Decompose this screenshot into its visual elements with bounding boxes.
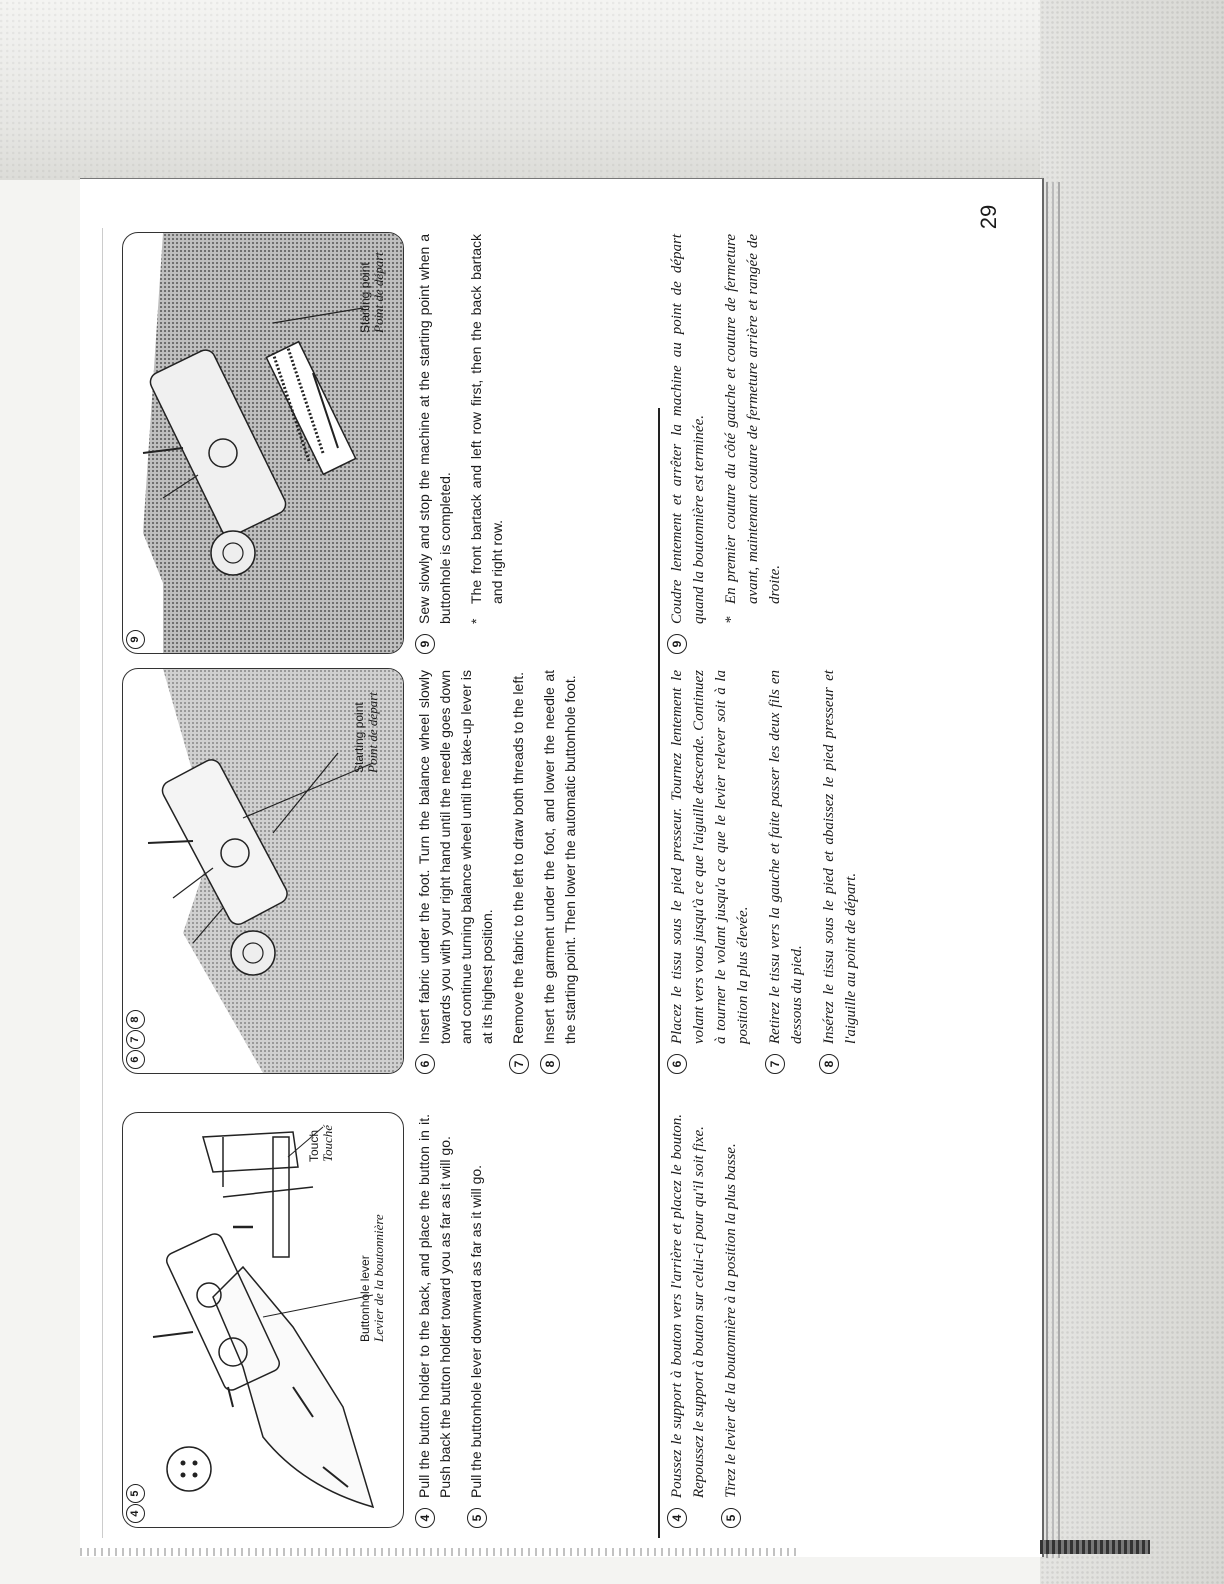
step-number: 4	[667, 1508, 687, 1528]
starting-point-label-fr: Point de départ	[371, 252, 386, 333]
note-text: En premier couture du côté gauche et couture de fermeture avant, maintenant couture de fermeture arrière et rangée de droite.	[723, 234, 783, 604]
step-text: Coudre lentement et arrêter la machine au point de départ quand la boutonnière est terminée.	[669, 234, 707, 624]
steps-english	[414, 1114, 497, 1528]
step-badge: 7	[126, 1030, 145, 1049]
column-steps-6-8	[80, 670, 1040, 1074]
column-steps-4-5	[80, 1114, 1040, 1528]
buttonhole-lever-label-en: Buttonhole lever	[358, 1255, 372, 1342]
page-edge-line	[1058, 182, 1060, 1558]
step-text: Placez le tissu sous le pied presseur. Tournez lentement le volant vers vous jusqu'à ce que l'aiguille descende. Continuez à tourner le volant jusqu'a ce que le levier relever soit à la position la plus élevée.	[669, 670, 751, 1044]
step-item	[764, 670, 808, 1074]
touch-label	[308, 1125, 334, 1162]
illustration-buttonhole-stitch	[122, 232, 404, 654]
asterisk-icon: *	[468, 618, 484, 624]
scan-background-right	[1040, 0, 1224, 1584]
step-item	[414, 234, 456, 654]
step-item	[666, 234, 710, 654]
step-number: 9	[667, 634, 687, 654]
touch-label-fr: Touché	[320, 1124, 335, 1162]
illustration-button-holder	[122, 1112, 404, 1528]
step-item	[414, 670, 498, 1074]
step-number: 8	[819, 1054, 839, 1074]
page-edge-line	[1052, 182, 1054, 1558]
step-badge: 8	[126, 1010, 145, 1029]
step-item	[720, 1114, 742, 1528]
step-text: Sew slowly and stop the machine at the starting point when a buttonhole is completed.	[416, 234, 453, 624]
step-number: 4	[415, 1508, 435, 1528]
step-badge: 6	[126, 1050, 145, 1069]
steps-french	[666, 1114, 752, 1528]
step-note	[466, 234, 508, 654]
step-item	[414, 1114, 456, 1528]
starting-point-label-en: Starting point	[358, 262, 372, 333]
step-number: 8	[540, 1054, 560, 1074]
step-note	[720, 234, 786, 654]
step-number: 6	[415, 1054, 435, 1074]
step-number: 6	[667, 1054, 687, 1074]
step-badge: 5	[126, 1484, 145, 1503]
touch-label-en: Touch	[307, 1129, 321, 1162]
page-number: 29	[976, 204, 1001, 230]
step-item	[818, 670, 862, 1074]
step-text: Insert the garment under the foot, and lower the needle at the starting point. Then lower the automatic buttonhole foot.	[541, 670, 578, 1044]
step-text: Insérez le tissu sous le pied et abaissez le pied presseur et l'aiguille au point de départ.	[821, 670, 859, 1044]
step-text: Insert fabric under the foot. Turn the balance wheel slowly towards you with your right hand until the needle goes down and continue turning balance wheel until the take-up lever is at its highest position.	[416, 670, 495, 1044]
step-number: 5	[721, 1508, 741, 1528]
step-text: Poussez le support à bouton vers l'arrière et placez le bouton. Repoussez le support à bouton sur celui-ci pour qu'il soit fixe.	[669, 1114, 707, 1498]
note-text: The front bartack and left row first, then the back bartack and right row.	[468, 234, 505, 604]
step-number: 5	[467, 1508, 487, 1528]
step-item	[666, 1114, 710, 1528]
step-text: Remove the fabric to the left to draw both threads to the left.	[510, 672, 526, 1044]
steps-english	[414, 234, 508, 654]
step-number: 7	[509, 1054, 529, 1074]
page-edge-line	[1046, 182, 1048, 1558]
step-badges	[126, 630, 145, 649]
starting-point-label	[353, 692, 379, 773]
step-text: Pull the button holder to the back, and place the button in it. Push back the button holder toward you as far as it will go.	[416, 1114, 453, 1498]
step-text: Pull the buttonhole lever downward as far as it will go.	[468, 1164, 484, 1498]
step-text: Retirez le tissu vers la gauche et faite passer les deux fils en dessous du pied.	[767, 670, 805, 1044]
step-item	[539, 670, 581, 1074]
step-badge: 4	[126, 1504, 145, 1523]
starting-point-label-en: Starting point	[352, 702, 366, 773]
steps-french	[666, 670, 872, 1074]
scan-edge-strip	[1040, 1540, 1150, 1554]
column-step-9	[80, 234, 1040, 654]
step-item	[466, 1114, 487, 1528]
step-badges	[126, 1484, 145, 1523]
asterisk-icon: *	[723, 616, 739, 624]
starting-point-label	[359, 252, 385, 333]
step-number: 9	[415, 634, 435, 654]
step-number: 7	[765, 1054, 785, 1074]
step-text: Tirez le levier de la boutonnière à la position la plus basse.	[723, 1143, 739, 1498]
language-divider	[658, 408, 660, 1538]
illustration-starting-point	[122, 668, 404, 1074]
starting-point-label-fr: Point de départ	[365, 692, 380, 773]
rotated-page-content	[80, 182, 1040, 1558]
step-item	[666, 670, 754, 1074]
buttonhole-lever-label-fr: Levier de la boutonnière	[371, 1214, 386, 1342]
steps-french	[666, 234, 786, 654]
buttonhole-lever-label	[359, 1214, 385, 1342]
step-badge: 9	[126, 630, 145, 649]
steps-english	[414, 670, 591, 1074]
step-badges	[126, 1010, 145, 1069]
step-item	[508, 670, 529, 1074]
